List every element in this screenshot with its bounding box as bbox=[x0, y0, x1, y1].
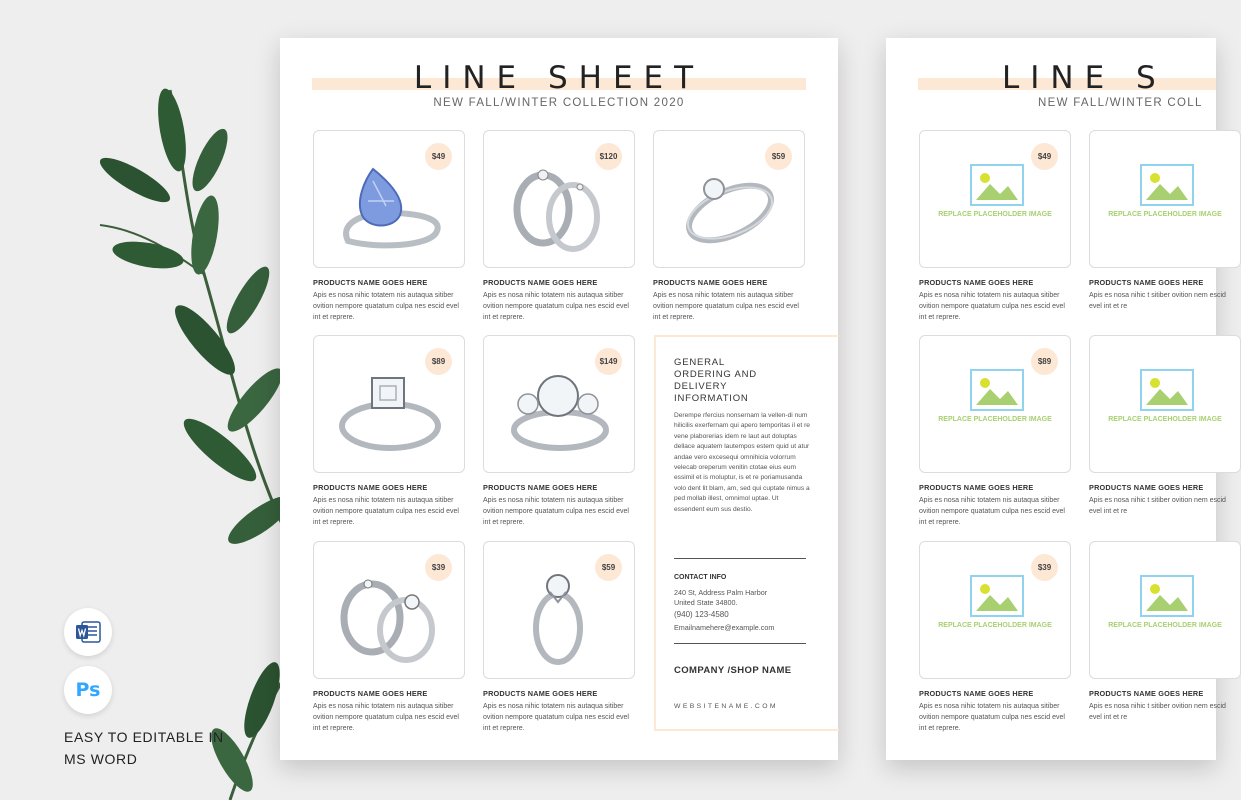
price-badge: $59 bbox=[595, 554, 622, 581]
product-description: Apis es nosa nihic totatem nis autaqua sitiber ovition nempore quatatum culpa nes escid evel int et reprere. bbox=[313, 703, 459, 732]
product-card[interactable] bbox=[313, 335, 463, 528]
line-sheet-page bbox=[280, 38, 838, 760]
software-badges bbox=[64, 608, 112, 714]
photoshop-icon: Ps bbox=[75, 679, 101, 701]
placeholder-photo bbox=[919, 335, 1071, 473]
product-description: Apis es nosa nihic t sitiber ovition nem escid evel int et re bbox=[1089, 292, 1226, 310]
product-photo bbox=[313, 335, 465, 473]
placeholder-text: REPLACE PLACEHOLDER IMAGE bbox=[938, 416, 1052, 423]
price-badge: $39 bbox=[425, 554, 452, 581]
product-card[interactable] bbox=[483, 130, 633, 323]
placeholder-card[interactable] bbox=[919, 541, 1069, 734]
price-badge: $49 bbox=[1031, 143, 1058, 170]
page-subtitle: NEW FALL/WINTER COLLECTION 2020 bbox=[433, 97, 685, 109]
product-photo bbox=[313, 130, 465, 268]
product-name: PRODUCTS NAME GOES HERE bbox=[483, 278, 598, 287]
placeholder-text: REPLACE PLACEHOLDER IMAGE bbox=[938, 211, 1052, 218]
product-name: PRODUCTS NAME GOES HERE bbox=[919, 483, 1034, 492]
info-heading: GENERAL ORDERING AND DELIVERY INFORMATION bbox=[674, 357, 757, 404]
product-photo bbox=[483, 541, 635, 679]
address-line: 240 St, Address Palm Harbor bbox=[674, 588, 768, 597]
divider bbox=[674, 643, 806, 644]
product-description: Apis es nosa nihic totatem nis autaqua sitiber ovition nempore quatatum culpa nes escid evel int et reprere. bbox=[483, 703, 629, 732]
placeholder-text: REPLACE PLACEHOLDER IMAGE bbox=[1108, 211, 1222, 218]
product-name: PRODUCTS NAME GOES HERE bbox=[1089, 483, 1204, 492]
image-placeholder-icon bbox=[970, 369, 1024, 411]
price-badge: $89 bbox=[1031, 348, 1058, 375]
price-badge: $149 bbox=[595, 348, 622, 375]
product-name: PRODUCTS NAME GOES HERE bbox=[919, 689, 1034, 698]
image-placeholder-icon bbox=[1140, 369, 1194, 411]
company-name: COMPANY /SHOP NAME bbox=[674, 665, 792, 676]
product-description: Apis es nosa nihic totatem nis autaqua sitiber ovition nempore quatatum culpa nes escid evel int et reprere. bbox=[483, 497, 629, 526]
image-placeholder-icon bbox=[970, 164, 1024, 206]
placeholder-photo bbox=[1089, 335, 1241, 473]
ms-word-badge bbox=[64, 608, 112, 656]
product-name: PRODUCTS NAME GOES HERE bbox=[483, 483, 598, 492]
placeholder-photo bbox=[1089, 541, 1241, 679]
contact-heading: CONTACT INFO bbox=[674, 574, 727, 581]
image-placeholder-icon bbox=[970, 575, 1024, 617]
placeholder-card[interactable] bbox=[1089, 335, 1239, 517]
product-name: PRODUCTS NAME GOES HERE bbox=[1089, 689, 1204, 698]
placeholder-card[interactable] bbox=[919, 130, 1069, 323]
product-card[interactable] bbox=[483, 335, 633, 528]
placeholder-card[interactable] bbox=[1089, 541, 1239, 723]
ms-word-icon bbox=[75, 620, 101, 644]
product-photo bbox=[313, 541, 465, 679]
product-photo bbox=[653, 130, 805, 268]
page-subtitle: NEW FALL/WINTER COLL bbox=[1038, 97, 1203, 109]
product-description: Apis es nosa nihic totatem nis autaqua sitiber ovition nempore quatatum culpa nes escid evel int et reprere. bbox=[919, 703, 1065, 732]
placeholder-card[interactable] bbox=[1089, 130, 1239, 312]
product-name: PRODUCTS NAME GOES HERE bbox=[313, 483, 428, 492]
divider bbox=[674, 558, 806, 559]
page-title: LINE S bbox=[1002, 60, 1167, 96]
product-description: Apis es nosa nihic t sitiber ovition nem escid evel int et re bbox=[1089, 703, 1226, 721]
placeholder-text: REPLACE PLACEHOLDER IMAGE bbox=[1108, 622, 1222, 629]
photoshop-badge bbox=[64, 666, 112, 714]
product-description: Apis es nosa nihic t sitiber ovition nem escid evel int et re bbox=[1089, 497, 1226, 515]
product-name: PRODUCTS NAME GOES HERE bbox=[1089, 278, 1204, 287]
price-badge: $89 bbox=[425, 348, 452, 375]
editable-note: EASY TO EDITABLE IN MS WORD bbox=[64, 729, 224, 767]
address-line: United State 34800. bbox=[674, 598, 738, 607]
line-sheet-template-page bbox=[886, 38, 1226, 760]
product-name: PRODUCTS NAME GOES HERE bbox=[483, 689, 598, 698]
placeholder-text: REPLACE PLACEHOLDER IMAGE bbox=[938, 622, 1052, 629]
product-description: Apis es nosa nihic totatem nis autaqua sitiber ovition nempore quatatum culpa nes escid evel int et reprere. bbox=[919, 292, 1065, 321]
price-badge: $120 bbox=[595, 143, 622, 170]
product-card[interactable] bbox=[483, 541, 633, 734]
product-card[interactable] bbox=[313, 130, 463, 323]
product-name: PRODUCTS NAME GOES HERE bbox=[313, 278, 428, 287]
placeholder-card[interactable] bbox=[919, 335, 1069, 528]
product-card[interactable] bbox=[653, 130, 803, 323]
product-card[interactable] bbox=[313, 541, 463, 734]
placeholder-text: REPLACE PLACEHOLDER IMAGE bbox=[1108, 416, 1222, 423]
product-description: Apis es nosa nihic totatem nis autaqua sitiber ovition nempore quatatum culpa nes escid evel int et reprere. bbox=[919, 497, 1065, 526]
website-link[interactable]: WEBSITENAME.COM bbox=[674, 703, 778, 710]
product-description: Apis es nosa nihic totatem nis autaqua sitiber ovition nempore quatatum culpa nes escid evel int et reprere. bbox=[653, 292, 799, 321]
ordering-info-panel bbox=[654, 335, 839, 731]
price-badge: $49 bbox=[425, 143, 452, 170]
page-title: LINE SHEET bbox=[413, 60, 705, 96]
phone-number: (940) 123-4580 bbox=[674, 610, 729, 619]
info-body: Derempe rfercius nonsernam la vellen-di num hilicilis exerfernam qui apero temporitas il et re vene plaborerias idem re laut aut doluptas dellace aquatem lautempos estem quid ut atur andae vero excesequi omnihicia volorrum velecab oreperum venitin ctotae eius eum essimil et is moluptur, is et re poriamusanda volo dent lit blam, am, sed qui cuptate nimus a ped mollab illest, omnimol uptae. Ut essendent eum sus destio. bbox=[674, 412, 810, 513]
product-photo bbox=[483, 130, 635, 268]
product-name: PRODUCTS NAME GOES HERE bbox=[653, 278, 768, 287]
product-description: Apis es nosa nihic totatem nis autaqua sitiber ovition nempore quatatum culpa nes escid evel int et reprere. bbox=[483, 292, 629, 321]
price-badge: $39 bbox=[1031, 554, 1058, 581]
image-placeholder-icon bbox=[1140, 164, 1194, 206]
product-description: Apis es nosa nihic totatem nis autaqua sitiber ovition nempore quatatum culpa nes escid evel int et reprere. bbox=[313, 292, 459, 321]
product-description: Apis es nosa nihic totatem nis autaqua sitiber ovition nempore quatatum culpa nes escid evel int et reprere. bbox=[313, 497, 459, 526]
image-placeholder-icon bbox=[1140, 575, 1194, 617]
placeholder-photo bbox=[1089, 130, 1241, 268]
product-photo bbox=[483, 335, 635, 473]
placeholder-photo bbox=[919, 130, 1071, 268]
email-address[interactable]: Emailnamehere@example.com bbox=[674, 623, 775, 632]
placeholder-photo bbox=[919, 541, 1071, 679]
price-badge: $59 bbox=[765, 143, 792, 170]
product-name: PRODUCTS NAME GOES HERE bbox=[313, 689, 428, 698]
product-name: PRODUCTS NAME GOES HERE bbox=[919, 278, 1034, 287]
plant-decoration bbox=[0, 0, 300, 800]
